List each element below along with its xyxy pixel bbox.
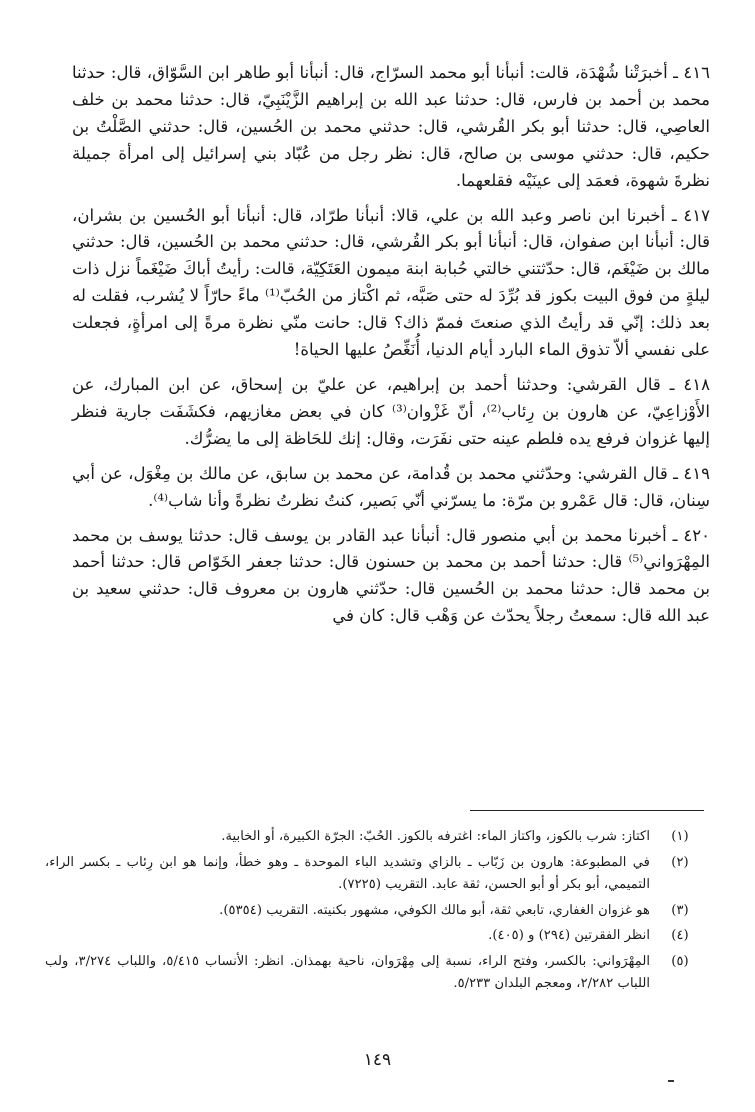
paragraph-416: ٤١٦ ـ أخبرَتْنا شُهْدَة، قالت: أنبأنا أبو محمد السرّاج، قال: أنبأنا أبو طاهر ابن السَّوّاق، قال: حدثنا محمد بن أحمد بن فارس، قال: حدثنا عبد الله بن إبراهيم الزَّيْنَبِيّ، قال: حدثنا محمد بن خلف العاصِي، قال: حدثنا أبو بكر القُرشي، قال: حدثني محمد بن الحُسين، قال: حدثني الصَّلْتُ بن حكيم، قال: حدثني موسى بن صالح، قال: نظر رجل من عُبّاد بني إسرائيل إلى امرأة جميلة نظرةَ شهوة، فعمَد إلى عينَيْه فقلعهما.	[72, 63, 710, 190]
main-text	[72, 60, 710, 630]
footnote-number: (٥)	[671, 953, 689, 969]
footnote	[45, 852, 710, 897]
footnote	[45, 951, 710, 996]
footnote-number: (١)	[671, 829, 689, 844]
paragraph-417: ٤١٧ ـ أخبرنا ابن ناصر وعبد الله بن علي، قالا: أنبأنا طرّاد، قال: أنبأنا أبو الحُسين بن بشران، قال: أنبأنا ابن صفوان، قال: أنبأنا أبو بكر القُرشي، قال: حدثني محمد بن الحُسين، قال: حدثني مالك بن ضَيْغَم، قال: حدّثتني خالتي حُبابة ابنة ميمون العَتَكِيّة، قالت: رأيتُ أباكَ ضَيْغَماً نزل ذات ليلةٍ من فوق البيت بكوز قد بُرِّدَ له حتى صَبَّه، ثم اكْتاز من الحُبّ⁽¹⁾ ماءً حارّاً لا يُشرب، فقلت له بعد ذلك: إنّي قد رأيتُ الذي صنعتَ فممّ ذاك؟ قال: حانت منّي نظرة مرةً إلى امرأةٍ، فجعلت على نفسي ألاّ تذوق الماء البارد أيام الدنيا، أُنَغِّصُ عليها الحياة!	[72, 205, 710, 360]
footnote-text: هو غزوان الغفاري، تابعي ثقة، أبو مالك الكوفي، مشهور بكنيته. التقريب (٥٣٥٤).	[219, 902, 650, 918]
footnote-number: (٢)	[671, 854, 689, 870]
footnote-text: انظر الفقرتين (٢٩٤) و (٤٠٥).	[488, 928, 650, 943]
ink-mark	[668, 1080, 674, 1082]
footnote	[45, 826, 710, 849]
paragraph-419: ٤١٩ ـ قال القرشي: وحدّثني محمد بن قُدامة، عن محمد بن سابق، عن مالك بن مِغْوَل، عن أبي سِنان، قال: قال عَمْرو بن مرّة: ما يسرّني أنّي بَصير، كنتُ نظرتُ نظرةً وأنا شاب⁽⁴⁾.	[72, 463, 710, 510]
footnote-number: (٣)	[671, 902, 689, 918]
footnote-separator	[470, 810, 704, 811]
footnote	[45, 925, 710, 948]
footnote-text: في المطبوعة: هارون بن زَبّاب ـ بالزاي وتشديد الباء الموحدة ـ وهو خطأ، وإنما هو ابن رِئاب ـ بكسر الراء، التميمي، أبو بكر أو أبو الحسن، ثقة عابد. التقريب (٧٢٢٥).	[45, 854, 650, 892]
footnote	[45, 900, 710, 923]
footnote-number: (٤)	[671, 928, 689, 943]
paragraph-418: ٤١٨ ـ قال القرشي: وحدثنا أحمد بن إبراهيم، عن عليّ بن إسحاق، عن ابن المبارك، عن الأَوْزاعِيّ، عن هارون بن رِئاب⁽²⁾، أنّ غَزْوان⁽³⁾ كان في بعض مغازيهم، فكشَفَت جارية فنظر إليها غزوان فرفع يده فلطم عينه حتى نفَرَت، وقال: إنك للحَاظة إلى ما يضرُّك.	[72, 374, 710, 448]
footnote-text: اكتاز: شرب بالكوز، واكتاز الماء: اغترفه بالكوز. الحُبّ: الجرّة الكبيرة، أو الخابية.	[221, 829, 650, 844]
paragraph-420: ٤٢٠ ـ أخبرنا محمد بن أبي منصور قال: أنبأنا عبد القادر بن يوسف قال: حدثنا يوسف بن محمد المِهْرَواني⁽⁵⁾ قال: حدثنا أحمد بن محمد بن حسنون قال: حدثنا جعفر الخَوّاص قال: حدثنا أحمد بن محمد قال: حدثنا محمد بن الحُسين قال: حدّثني هارون بن معروف قال: حدثني سعيد بن عبد الله قال: سمعتُ رجلاً يحدّث عن وَهْب قال: كان في	[72, 525, 710, 626]
footnotes	[45, 826, 710, 996]
page-number: ١٤٩	[363, 1050, 392, 1070]
footnote-text: المِهْرَواني: بالكسر، وفتح الراء، نسبة إلى مِهْرَوان، ناحية بهمذان. انظر: الأنساب ٥/٤١٥، واللباب ٣/٢٧٤، ولب اللباب ٢/٢٨٢، ومعجم البلدان ٥/٢٣٣.	[45, 953, 651, 991]
